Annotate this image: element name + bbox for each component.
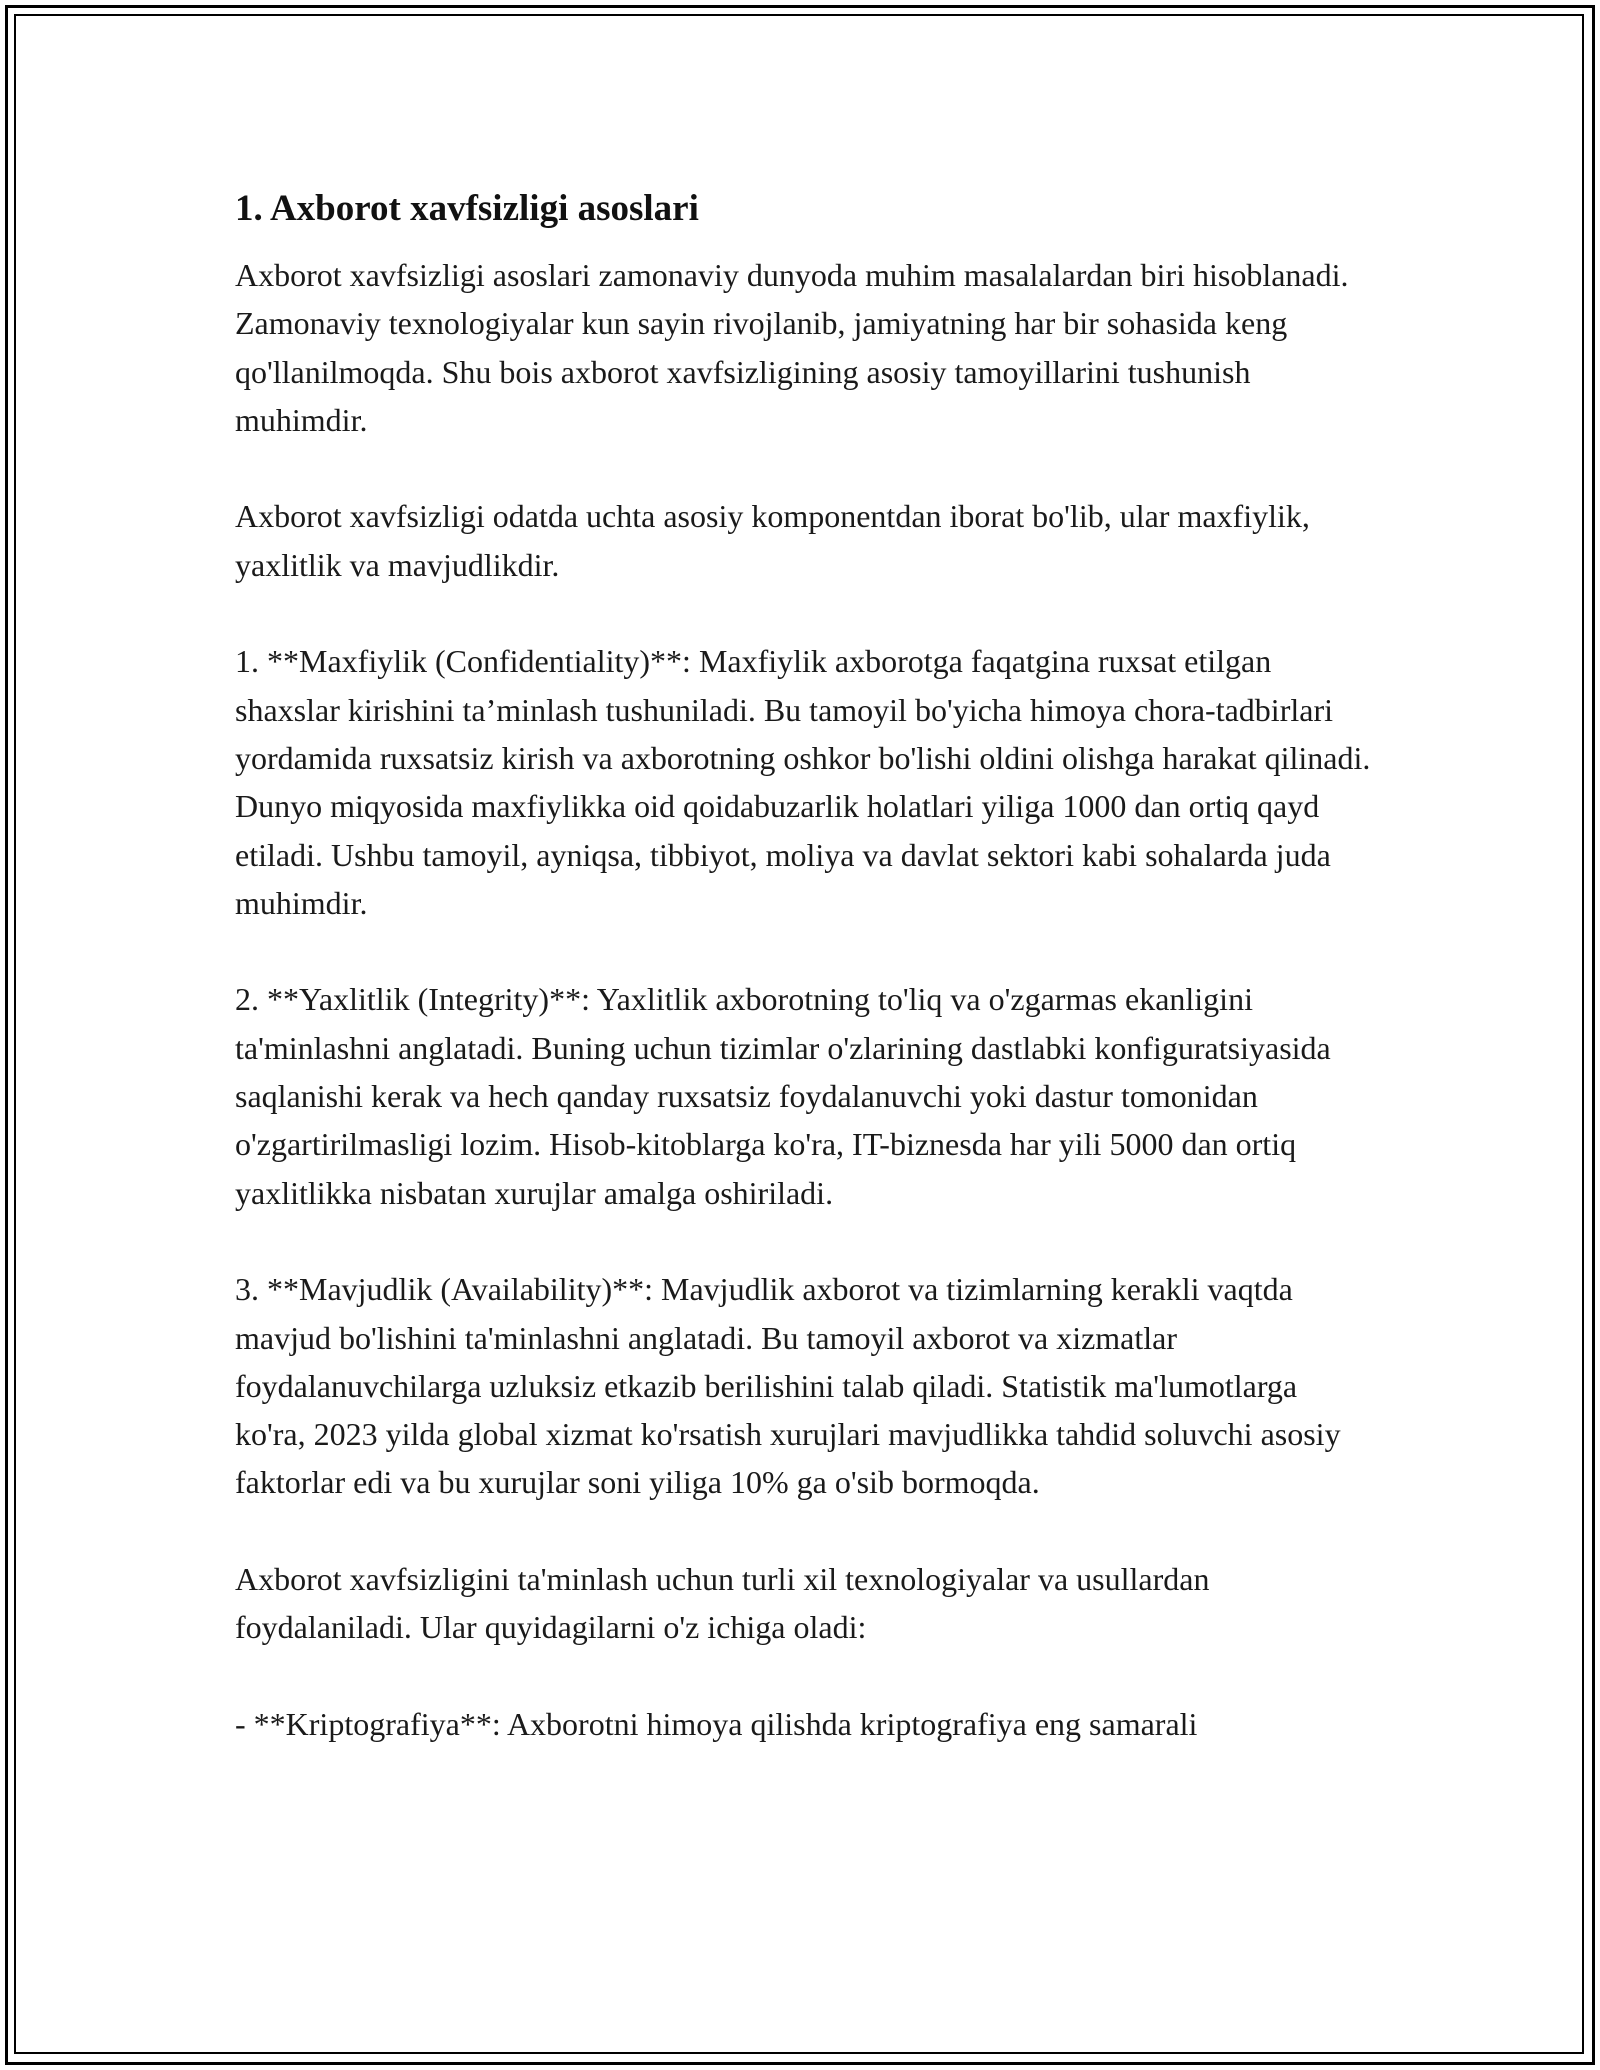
paragraph-components: Axborot xavfsizligi odatda uchta asosiy komponentdan iborat bo'lib, ular maxfiylik, yaxlitlik va mavjudlikdir. [235,498,1310,583]
paragraph-technologies: Axborot xavfsizligini ta'minlash uchun turli xil texnologiyalar va usullardan foydalaniladi. Ular quyidagilarni o'z ichiga oladi: [235,1561,1210,1646]
paragraph-integrity: 2. **Yaxlitlik (Integrity)**: Yaxlitlik axborotning to'liq va o'zgarmas ekanligini ta'minlashni anglatadi. Buning uchun tizimlar o'zlarining dastlabki konfiguratsiyasida saqlanishi kerak va hech qanday ruxsatsiz foydalanuvchi yoki dastur tomonidan o'zgartirilmasligi lozim. Hisob-kitoblarga ko'ra, IT-biznesda har yili 5000 dan ortiq yaxlitlikka nisbatan xurujlar amalga oshiriladi. [235,981,1331,1211]
paragraph-availability: 3. **Mavjudlik (Availability)**: Mavjudlik axborot va tizimlarning kerakli vaqtda mavjud bo'lishini ta'minlashni anglatadi. Bu tamoyil axborot va xizmatlar foydalanuvchilarga uzluksiz etkazib berilishini talab qiladi. Statistik ma'lumotlarga ko'ra, 2023 yilda global xizmat ko'rsatish xurujlari mavjudlikka tahdid soluvchi asosiy faktorlar edi va bu xurujlar soni yiliga 10% ga o'sib bormoqda. [235,1271,1341,1501]
paragraph-confidentiality: 1. **Maxfiylik (Confidentiality)**: Maxfiylik axborotga faqatgina ruxsat etilgan shaxslar kirishini ta’minlash tushuniladi. Bu tamoyil bo'yicha himoya chora-tadbirlari yordamida ruxsatsiz kirish va axborotning oshkor bo'lishi oldini olishga harakat qilinadi. Dunyo miqyosida maxfiylikka oid qoidabuzarlik holatlari yiliga 1000 dan ortiq qayd etiladi. Ushbu tamoyil, ayniqsa, tibbiyot, moliya va davlat sektori kabi sohalarda juda muhimdir. [235,643,1371,921]
paragraph-intro: Axborot xavfsizligi asoslari zamonaviy dunyoda muhim masalalardan biri hisoblanadi. Zamonaviy texnologiyalar kun sayin rivojlanib, jamiyatning har bir sohasida keng qo'llanilmoqda. Shu bois axborot xavfsizligining asosiy tamoyillarini tushunish muhimdir. [235,257,1349,438]
section-heading: 1. Axborot xavfsizligi asoslari [235,188,699,229]
paragraph-cryptography: - **Kriptografiya**: Axborotni himoya qilishda kriptografiya eng samarali [235,1705,1198,1742]
document-body [235,185,1375,1748]
